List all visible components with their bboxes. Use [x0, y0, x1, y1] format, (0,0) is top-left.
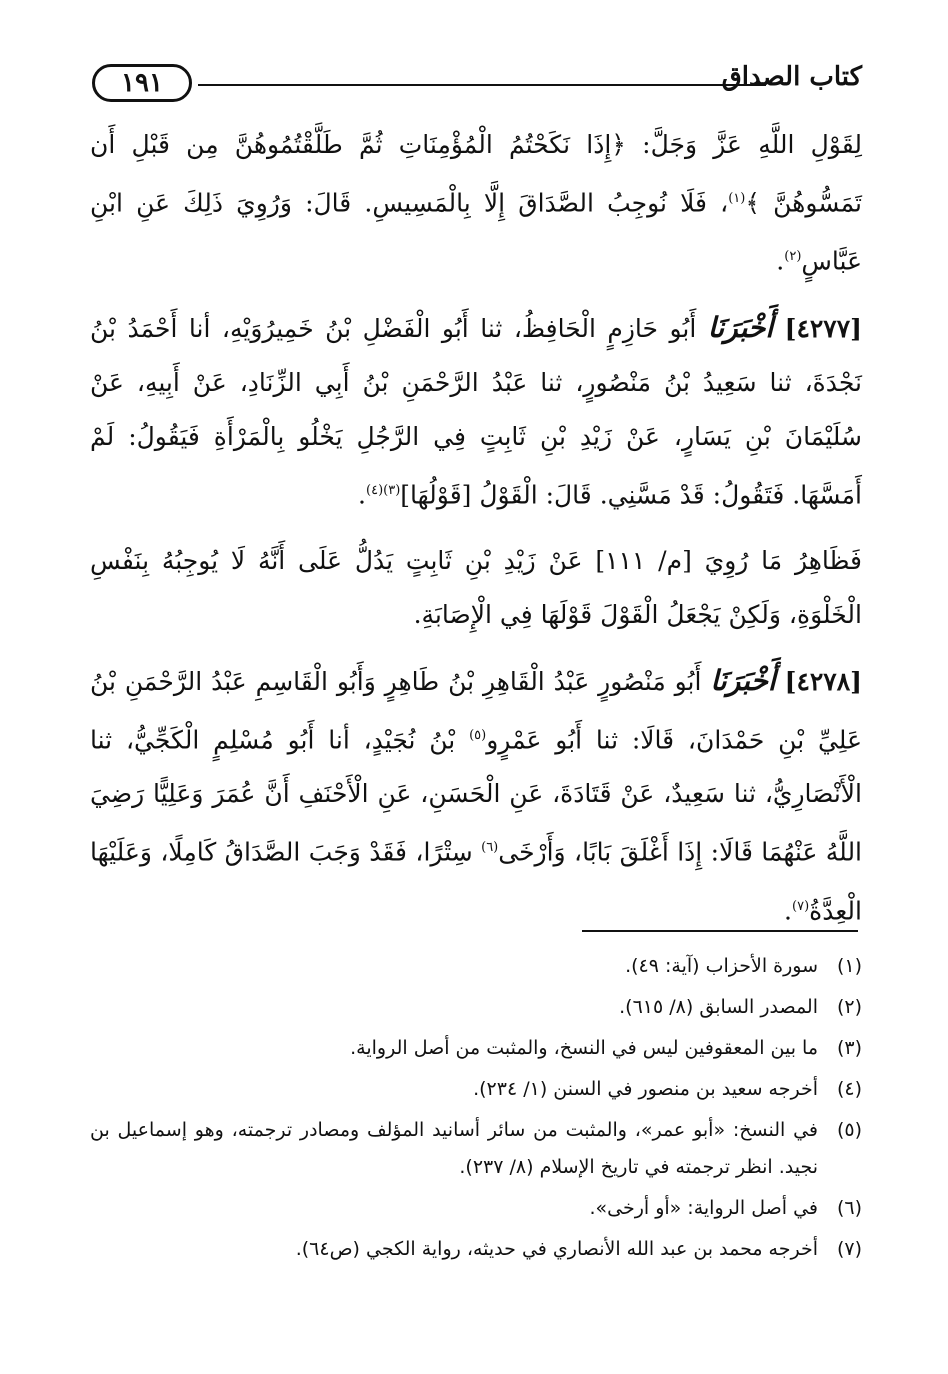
footnote-marker-3: (٣): [383, 482, 401, 498]
paragraph-1: [90, 118, 862, 289]
hadith-4278-end: .: [784, 895, 792, 925]
p1-line2-start: تَمَسُّوهُنَّ ﴾: [745, 188, 862, 218]
akhbarana-label: أَخْبَرَنَا: [710, 663, 776, 697]
hadith-4277-end: .: [358, 479, 366, 509]
footnote-number: (٤): [836, 1078, 862, 1100]
footnote-number: (٥): [836, 1119, 862, 1141]
footnote-text: أخرجه سعيد بن منصور في السنن (١/ ٢٣٤).: [473, 1078, 818, 1100]
footnote-text: ما بين المعقوفين ليس في النسخ، والمثبت من أصل الرواية.: [350, 1037, 818, 1059]
paragraph-commentary: [90, 534, 862, 642]
hadith-4278-text-3: سِتْرًا، فَقَدْ وَجَبَ الصَّدَاقُ كَامِلًا، وَعَلَيْهَا الْعِدَّةُ: [90, 837, 862, 925]
commentary-text-1: فَظَاهِرُ مَا رُوِيَ: [704, 545, 863, 575]
footnote-marker-4: (٤): [366, 482, 384, 498]
footnote-6: [90, 1190, 862, 1227]
footnote-text: في النسخ: «أبو عمر»، والمثبت من سائر أسانيد المؤلف ومصادر ترجمته، وهو إسماعيل بن نجيد. انظر ترجمته في تاريخ الإسلام (٨/ ٢٣٧).: [90, 1119, 818, 1178]
p1-line3: عَبَّاسٍ: [801, 246, 862, 276]
akhbarana-label: أَخْبَرَنَا: [707, 310, 774, 344]
header-rule: [198, 84, 766, 86]
footnote-1: [90, 948, 862, 985]
footnote-4: [90, 1071, 862, 1108]
hadith-number-4277: [٤٢٧٧]: [784, 313, 862, 343]
manuscript-marker: [م/ ١١١]: [595, 545, 692, 575]
hadith-number-4278: [٤٢٧٨]: [784, 666, 862, 696]
footnote-marker-7: (٧): [792, 898, 810, 914]
footnote-text: سورة الأحزاب (آية: ٤٩).: [625, 955, 818, 977]
footnote-number: (٣): [836, 1037, 862, 1059]
paragraph-hadith-4277: [90, 301, 862, 522]
footnote-marker-2: (٢): [784, 249, 802, 265]
p1-end: .: [776, 246, 785, 276]
footnote-5: [90, 1112, 862, 1186]
hadith-4278-text-1: أَبُو مَنْصُورٍ عَبْدُ الْقَاهِرِ بْنُ طَاهِرٍ وَأَبُو الْقَاسِمِ عَبْدُ الرَّحْمَنِ بْنُ عَلِيِّ بْنِ حَمْدَانَ، قَالَا: ثنا أَبُو عَمْرٍو: [90, 666, 863, 755]
footnote-text: في أصل الرواية: «أو أرخى».: [589, 1197, 818, 1219]
footnote-text: أخرجه محمد بن عبد الله الأنصاري في حديثه، رواية الكجي (ص٦٤).: [295, 1238, 818, 1260]
footnote-separator: [582, 930, 858, 932]
hadith-4278-text-2: بْنُ نُجَيْدٍ، أنا أَبُو مُسْلِمٍ الْكَجِّيُّ، ثنا الْأَنْصَارِيُّ، ثنا سَعِيدٌ، عَنْ قَتَادَةَ، عَنِ الْحَسَنِ، عَنِ الْأَحْنَفِ أَنَّ عُمَرَ وَعَلِيًّا رَضِيَ اللَّهُ عَنْهُمَا قَالَا: إِذَا أَغْلَقَ بَابًا، وَأَرْخَى: [90, 725, 863, 867]
footnotes: [90, 948, 862, 1272]
p1-line2-rest: ، فَلَا نُوجِبُ الصَّدَاقَ إِلَّا بِالْمَسِيسِ. قَالَ: وَرُوِيَ ذَلِكَ عَنِ ابْنِ: [90, 188, 729, 218]
main-text: [90, 118, 862, 938]
footnote-number: (١): [836, 955, 862, 977]
footnote-number: (٧): [836, 1238, 862, 1260]
page-header: [92, 62, 862, 110]
book-title: كتاب الصداق: [721, 62, 862, 92]
footnote-marker-5: (٥): [469, 727, 487, 743]
footnote-2: [90, 989, 862, 1026]
commentary-text-2: عَنْ زَيْدِ بْنِ ثَابِتٍ يَدُلُّ عَلَى أَنَّهُ لَا يُوجِبُهُ بِنَفْسِ الْخَلْوَةِ، وَلَكِنْ يَجْعَلُ الْقَوْلَ قَوْلَهَا فِي الْإِصَابَةِ.: [90, 545, 862, 629]
footnote-marker-6: (٦): [481, 840, 499, 856]
footnote-number: (٦): [836, 1197, 862, 1219]
footnote-marker-1: (١): [728, 191, 746, 206]
footnote-text: المصدر السابق (٨/ ٦١٥).: [619, 996, 818, 1018]
paragraph-hadith-4278: [90, 654, 862, 938]
page-number: ١٩١: [92, 64, 192, 102]
footnote-number: (٢): [836, 996, 862, 1018]
hadith-4277-text: أَبُو حَازِمٍ الْحَافِظُ، ثنا أَبُو الْفَضْلِ بْنُ خَمِيرُوَيْهِ، أنا أَحْمَدُ بْنُ نَجْدَةَ، ثنا سَعِيدُ بْنُ مَنْصُورٍ، ثنا عَبْدُ الرَّحْمَنِ بْنُ أَبِي الزِّنَادِ، عَنْ أَبِيهِ، عَنْ سُلَيْمَانَ بْنِ يَسَارٍ، عَنْ زَيْدِ بْنِ ثَابِتٍ فِي الرَّجُلِ يَخْلُو بِالْمَرْأَةِ فَيَقُولُ: لَمْ أَمَسَّهَا. فَتَقُولُ: قَدْ مَسَّنِي. قَالَ: الْقَوْلُ [قَوْلُهَا]: [90, 313, 862, 509]
footnote-3: [90, 1030, 862, 1067]
footnote-7: [90, 1231, 862, 1268]
p1-line1: لِقَوْلِ اللَّهِ عَزَّ وَجَلَّ: ﴿إِذَا نَكَحْتُمُ الْمُؤْمِنَاتِ ثُمَّ طَلَّقْتُمُوهُنَّ مِن قَبْلِ أَن: [90, 130, 862, 159]
